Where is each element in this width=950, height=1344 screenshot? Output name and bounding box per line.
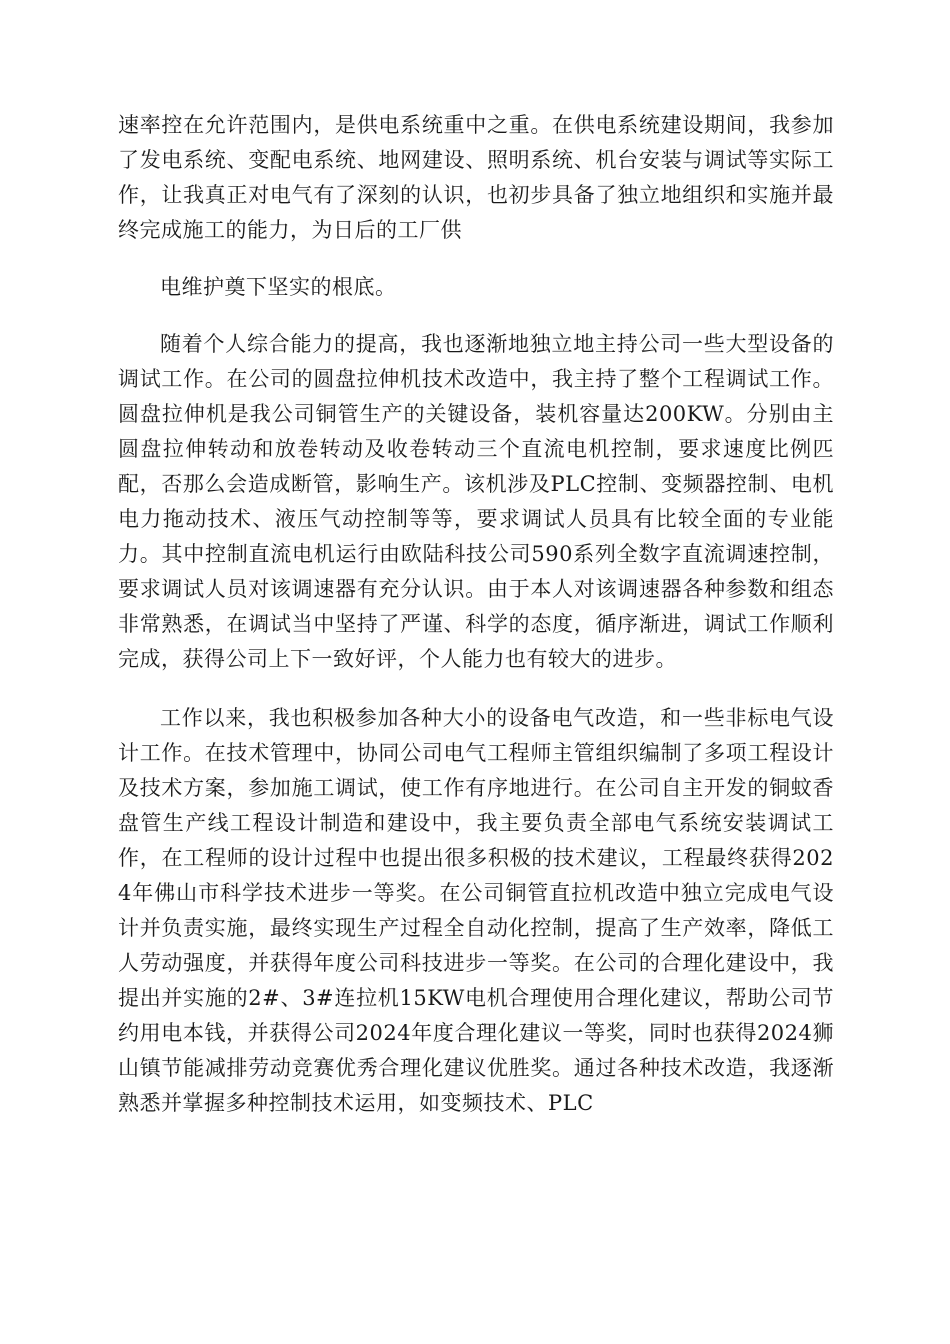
paragraph-power-supply: 速率控在允许范围内，是供电系统重中之重。在供电系统建设期间，我参加了发电系统、变配电系统、地网建设、照明系统、机台安装与调试等实际工作，让我真正对电气有了深刻的认识，也初步具备了独立地组织和实施并最终完成施工的能力，为日后的工厂供 — [118, 113, 834, 242]
paragraph-electrical-retrofits: 工作以来，我也积极参加各种大小的设备电气改造，和一些非标电气设计工作。在技术管理中，协同公司电气工程师主管组织编制了多项工程设计及技术方案，参加施工调试，使工作有序地进行。在公司自主开发的铜蚊香盘管生产线工程设计制造和建设中，我主要负责全部电气系统安装调试工作，在工程师的设计过程中也提出很多积极的技术建议，工程最终获得2024年佛山市科学技术进步一等奖。在公司铜管直拉机改造中独立完成电气设计并负责实施，最终实现生产过程全自动化控制，提高了生产效率，降低工人劳动强度，并获得年度公司科技进步一等奖。在公司的合理化建设中，我提出并实施的2#、3#连拉机15KW电机合理使用合理化建议，帮助公司节约用电本钱，并获得公司2024年度合理化建议一等奖，同时也获得2024狮山镇节能减排劳动竞赛优秀合理化建议优胜奖。通过各种技术改造，我逐渐熟悉并掌握多种控制技术运用，如变频技术、PLC — [118, 706, 834, 1115]
document-body — [118, 108, 834, 1121]
paragraph-equipment-debugging: 随着个人综合能力的提高，我也逐渐地独立地主持公司一些大型设备的调试工作。在公司的圆盘拉伸机技术改造中，我主持了整个工程调试工作。圆盘拉伸机是我公司铜管生产的关键设备，装机容量达200KW。分别由主圆盘拉伸转动和放卷转动及收卷转动三个直流电机控制，要求速度比例匹配，否那么会造成断管，影响生产。该机涉及PLC控制、变频器控制、电机电力拖动技术、液压气动控制等等，要求调试人员具有比较全面的专业能力。其中控制直流电机运行由欧陆科技公司590系列全数字直流调速控制，要求调试人员对该调速器有充分认识。由于本人对该调速器各种参数和组态非常熟悉，在调试当中坚持了严谨、科学的态度，循序渐进，调试工作顺利完成，获得公司上下一致好评，个人能力也有较大的进步。 — [118, 332, 834, 671]
paragraph-maintenance-foundation: 电维护奠下坚实的根底。 — [160, 275, 397, 299]
